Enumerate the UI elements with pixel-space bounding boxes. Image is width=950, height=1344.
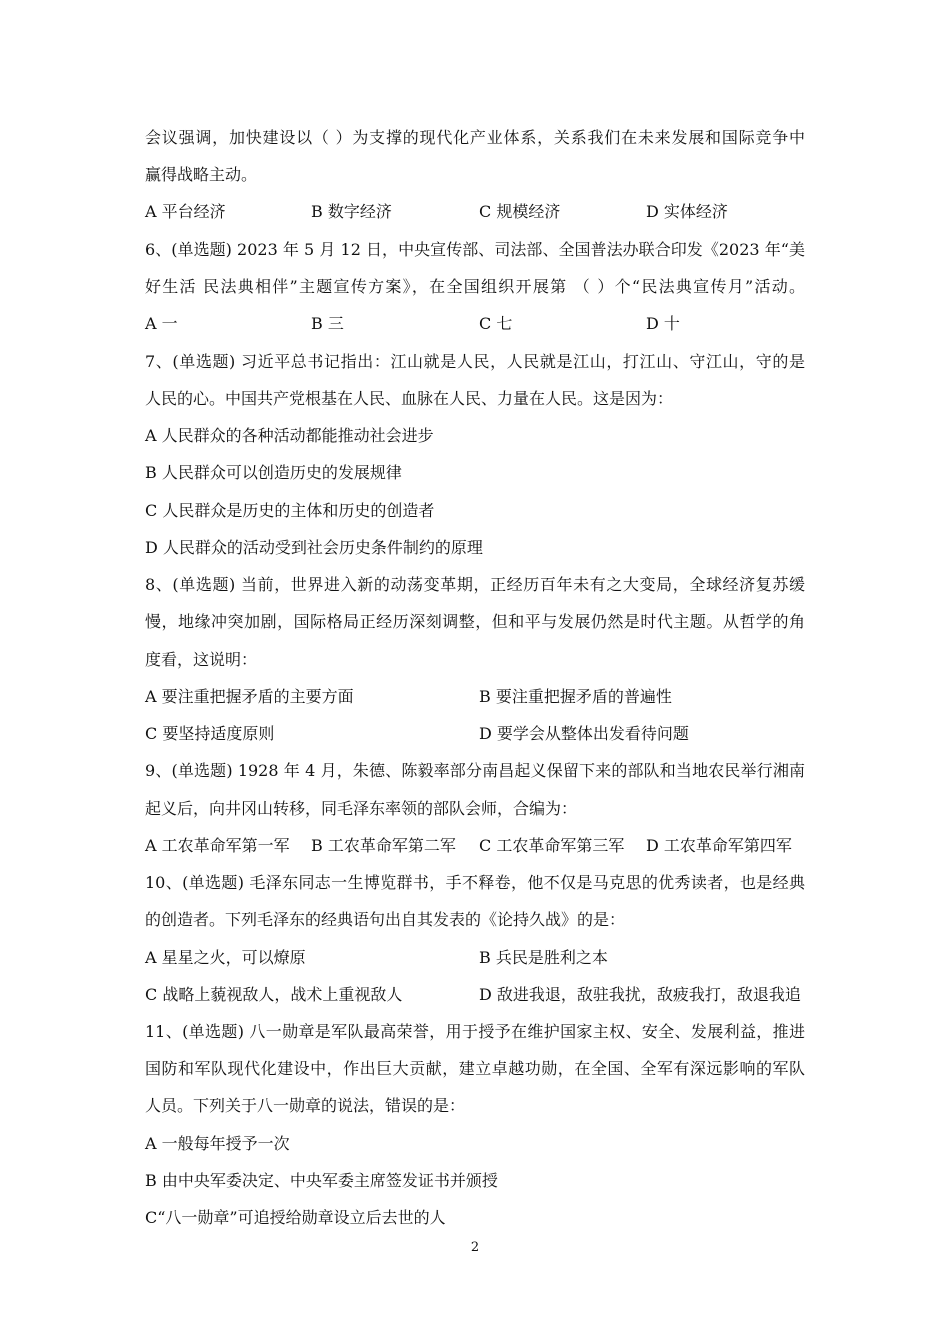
q10-option-a: A 星星之火，可以燎原	[145, 948, 306, 967]
q7-option-d: D 人民群众的活动受到社会历史条件制约的原理	[145, 538, 483, 557]
q7-stem-line-2: 人民的心。中国共产党根基在人民、血脉在人民、力量在人民。这是因为：	[145, 389, 674, 408]
q10-options-row-2	[145, 985, 805, 1005]
q9-option-d: D 工农革命军第四军	[646, 836, 792, 855]
q8-option-b: B 要注重把握矛盾的普遍性	[479, 687, 672, 706]
q9-option-b: B 工农革命军第二军	[311, 836, 456, 855]
q6-stem-line-1: 6、(单选题) 2023 年 5 月 12 日，中央宣传部、司法部、全国普法办联合印发《2023 年“美	[145, 240, 805, 259]
q11-option-b: B 由中央军委决定、中央军委主席签发证书并颁授	[145, 1171, 498, 1190]
q11-stem-line-3: 人员。下列关于八一勋章的说法，错误的是：	[145, 1096, 466, 1115]
q6-stem-line-2: 好生活 民法典相伴”主题宣传方案》，在全国组织开展第 （ ）个“民法典宣传月”活动。	[145, 277, 805, 296]
q8-stem-line-2: 慢，地缘冲突加剧，国际格局正经历深刻调整，但和平与发展仍然是时代主题。从哲学的角	[145, 612, 805, 631]
q9-option-c: C 工农革命军第三军	[479, 836, 625, 855]
q10-stem-line-1: 10、(单选题) 毛泽东同志一生博览群书，手不释卷，他不仅是马克思的优秀读者，也是经典	[145, 873, 805, 892]
q8-stem-line-1: 8、(单选题) 当前，世界进入新的动荡变革期，正经历百年未有之大变局，全球经济复苏缓	[145, 575, 805, 594]
q6-option-c: C 七	[479, 314, 513, 333]
q7-option-b: B 人民群众可以创造历史的发展规律	[145, 463, 402, 482]
q8-options-row-2	[145, 724, 805, 744]
q8-options-row-1	[145, 687, 805, 707]
q9-stem-line-2: 起义后，向井冈山转移，同毛泽东率领的部队会师，合编为：	[145, 799, 578, 818]
q10-stem-line-2: 的创造者。下列毛泽东的经典语句出自其发表的《论持久战》的是：	[145, 910, 626, 929]
q10-option-d: D 敌进我退，敌驻我扰，敌疲我打，敌退我追	[479, 985, 801, 1004]
q10-option-c: C 战略上藐视敌人，战术上重视敌人	[145, 985, 403, 1004]
q7-option-a: A 人民群众的各种活动都能推动社会进步	[145, 426, 434, 445]
q6-options	[145, 314, 805, 334]
q6-option-d: D 十	[646, 314, 680, 333]
q9-stem-line-1: 9、(单选题) 1928 年 4 月，朱德、陈毅率部分南昌起义保留下来的部队和当地农民举行湘南	[145, 761, 805, 780]
q6-option-b: B 三	[311, 314, 344, 333]
q11-stem-line-2: 国防和军队现代化建设中，作出巨大贡献，建立卓越功勋，在全国、全军有深远影响的军队	[145, 1059, 805, 1078]
q8-stem-line-3: 度看，这说明：	[145, 650, 258, 669]
q7-stem-line-1: 7、(单选题) 习近平总书记指出：江山就是人民，人民就是江山，打江山、守江山，守的是	[145, 352, 805, 371]
q6-option-a: A 一	[145, 314, 178, 333]
q10-options-row-1	[145, 948, 805, 968]
q10-option-b: B 兵民是胜利之本	[479, 948, 608, 967]
q8-option-c: C 要坚持适度原则	[145, 724, 275, 743]
q11-option-a: A 一般每年授予一次	[145, 1134, 290, 1153]
q5-option-b: B 数字经济	[311, 202, 392, 221]
q9-options	[145, 836, 805, 856]
q5-option-a: A 平台经济	[145, 202, 226, 221]
q5-stem-line-1: 会议强调，加快建设以（ ）为支撑的现代化产业体系，关系我们在未来发展和国际竞争中	[145, 128, 805, 147]
q11-stem-line-1: 11、(单选题) 八一勋章是军队最高荣誉，用于授予在维护国家主权、安全、发展利益，推进	[145, 1022, 805, 1041]
q5-stem-line-2: 赢得战略主动。	[145, 165, 258, 184]
q8-option-a: A 要注重把握矛盾的主要方面	[145, 687, 354, 706]
q9-option-a: A 工农革命军第一军	[145, 836, 290, 855]
q5-options	[145, 202, 805, 222]
page-number: 2	[470, 1240, 480, 1255]
q8-option-d: D 要学会从整体出发看待问题	[479, 724, 689, 743]
q5-option-c: C 规模经济	[479, 202, 561, 221]
q5-option-d: D 实体经济	[646, 202, 728, 221]
q11-option-c: C“八一勋章”可追授给勋章设立后去世的人	[145, 1208, 446, 1227]
q7-option-c: C 人民群众是历史的主体和历史的创造者	[145, 501, 435, 520]
